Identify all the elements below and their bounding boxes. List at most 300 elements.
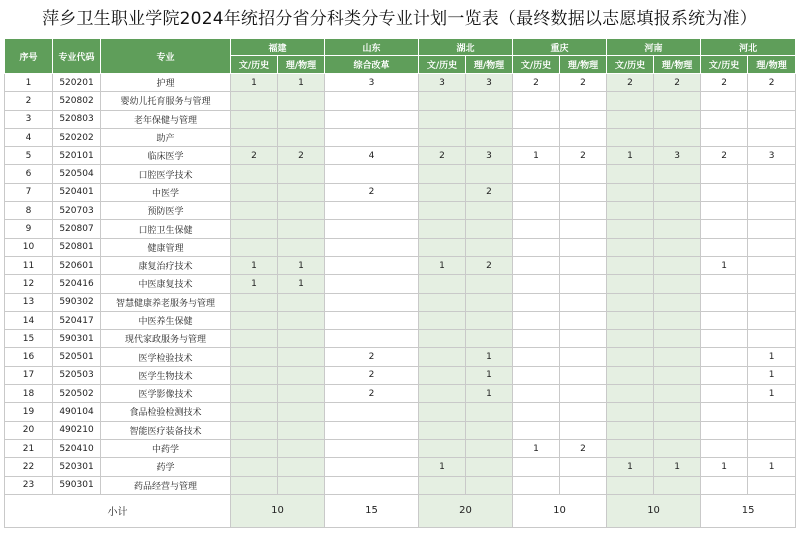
cell-hubei-wen <box>419 385 466 403</box>
cell-fujian-li <box>278 366 325 384</box>
cell-shandong-zonghe <box>325 476 419 494</box>
cell-chongqing-li <box>560 238 607 256</box>
cell-seq: 13 <box>5 293 53 311</box>
cell-hubei-li <box>466 165 513 183</box>
cell-hubei-wen <box>419 403 466 421</box>
cell-henan-wen <box>607 330 654 348</box>
cell-fujian-wen <box>231 439 278 457</box>
cell-henan-li <box>654 366 701 384</box>
cell-hebei-li <box>748 92 796 110</box>
cell-major: 中医养生保健 <box>101 311 231 329</box>
header-seq: 序号 <box>5 39 53 74</box>
cell-major: 临床医学 <box>101 147 231 165</box>
cell-major: 老年保健与管理 <box>101 110 231 128</box>
cell-seq: 19 <box>5 403 53 421</box>
cell-shandong-zonghe <box>325 92 419 110</box>
cell-shandong-zonghe: 3 <box>325 74 419 92</box>
cell-henan-wen <box>607 275 654 293</box>
cell-hebei-wen <box>701 92 748 110</box>
header-sub-li: 理/物理 <box>466 56 513 74</box>
cell-hebei-li <box>748 220 796 238</box>
cell-henan-wen <box>607 311 654 329</box>
cell-major: 口腔医学技术 <box>101 165 231 183</box>
cell-major: 护理 <box>101 74 231 92</box>
cell-seq: 12 <box>5 275 53 293</box>
cell-hubei-li <box>466 128 513 146</box>
cell-chongqing-li: 2 <box>560 147 607 165</box>
cell-hebei-wen <box>701 110 748 128</box>
table-row <box>5 476 796 494</box>
cell-seq: 16 <box>5 348 53 366</box>
cell-code: 520410 <box>53 439 101 457</box>
cell-hubei-wen: 1 <box>419 458 466 476</box>
cell-chongqing-li <box>560 220 607 238</box>
cell-henan-li <box>654 421 701 439</box>
cell-chongqing-wen <box>513 165 560 183</box>
cell-hebei-li: 1 <box>748 366 796 384</box>
cell-code: 520301 <box>53 458 101 476</box>
cell-code: 520416 <box>53 275 101 293</box>
cell-hebei-wen <box>701 421 748 439</box>
cell-henan-wen <box>607 293 654 311</box>
cell-seq: 18 <box>5 385 53 403</box>
cell-fujian-wen <box>231 238 278 256</box>
cell-code: 520501 <box>53 348 101 366</box>
header-sub-li: 理/物理 <box>278 56 325 74</box>
cell-chongqing-li <box>560 476 607 494</box>
cell-fujian-wen <box>231 458 278 476</box>
cell-hubei-wen <box>419 128 466 146</box>
header-sub-wen: 文/历史 <box>419 56 466 74</box>
cell-henan-li <box>654 311 701 329</box>
cell-code: 590302 <box>53 293 101 311</box>
cell-major: 预防医学 <box>101 202 231 220</box>
cell-major: 中医康复技术 <box>101 275 231 293</box>
cell-fujian-wen <box>231 330 278 348</box>
cell-chongqing-wen <box>513 128 560 146</box>
cell-fujian-li <box>278 439 325 457</box>
cell-chongqing-li: 2 <box>560 439 607 457</box>
cell-henan-wen <box>607 403 654 421</box>
cell-hebei-li <box>748 165 796 183</box>
header-sub-li: 理/物理 <box>654 56 701 74</box>
cell-fujian-li <box>278 348 325 366</box>
cell-henan-li <box>654 202 701 220</box>
table-row <box>5 128 796 146</box>
cell-chongqing-wen <box>513 220 560 238</box>
cell-fujian-wen: 1 <box>231 275 278 293</box>
cell-hubei-li <box>466 439 513 457</box>
cell-shandong-zonghe <box>325 439 419 457</box>
cell-hubei-li <box>466 220 513 238</box>
cell-hebei-wen <box>701 439 748 457</box>
cell-chongqing-li <box>560 165 607 183</box>
cell-major: 医学检验技术 <box>101 348 231 366</box>
cell-chongqing-wen <box>513 330 560 348</box>
cell-code: 590301 <box>53 476 101 494</box>
cell-henan-li: 2 <box>654 74 701 92</box>
table-row <box>5 165 796 183</box>
header-sub-zonghe: 综合改革 <box>325 56 419 74</box>
cell-fujian-li <box>278 165 325 183</box>
cell-fujian-wen <box>231 165 278 183</box>
cell-major: 康复治疗技术 <box>101 256 231 274</box>
cell-hebei-wen <box>701 183 748 201</box>
cell-fujian-li <box>278 311 325 329</box>
cell-seq: 3 <box>5 110 53 128</box>
cell-fujian-wen <box>231 110 278 128</box>
cell-hebei-li <box>748 293 796 311</box>
header-province-chongqing: 重庆 <box>513 39 607 56</box>
cell-hebei-wen <box>701 238 748 256</box>
table-row <box>5 183 796 201</box>
cell-henan-li <box>654 238 701 256</box>
cell-hubei-wen <box>419 238 466 256</box>
cell-fujian-li <box>278 110 325 128</box>
cell-hebei-wen <box>701 220 748 238</box>
cell-fujian-li <box>278 183 325 201</box>
cell-chongqing-li <box>560 403 607 421</box>
cell-shandong-zonghe <box>325 293 419 311</box>
cell-chongqing-li <box>560 385 607 403</box>
table-row <box>5 293 796 311</box>
cell-code: 520101 <box>53 147 101 165</box>
cell-shandong-zonghe <box>325 238 419 256</box>
cell-fujian-li <box>278 385 325 403</box>
cell-chongqing-wen <box>513 385 560 403</box>
cell-henan-li <box>654 256 701 274</box>
header-sub-li: 理/物理 <box>748 56 796 74</box>
cell-chongqing-wen <box>513 311 560 329</box>
cell-hubei-wen <box>419 311 466 329</box>
cell-seq: 6 <box>5 165 53 183</box>
cell-hubei-li <box>466 458 513 476</box>
cell-henan-wen: 2 <box>607 74 654 92</box>
cell-major: 婴幼儿托育服务与管理 <box>101 92 231 110</box>
cell-hebei-li <box>748 110 796 128</box>
cell-shandong-zonghe <box>325 165 419 183</box>
cell-fujian-wen <box>231 128 278 146</box>
cell-fujian-wen <box>231 220 278 238</box>
cell-code: 520502 <box>53 385 101 403</box>
cell-henan-wen <box>607 256 654 274</box>
cell-fujian-wen <box>231 421 278 439</box>
cell-henan-li <box>654 128 701 146</box>
cell-henan-li <box>654 293 701 311</box>
cell-chongqing-wen <box>513 348 560 366</box>
cell-hebei-li: 3 <box>748 147 796 165</box>
cell-shandong-zonghe <box>325 220 419 238</box>
subtotal-hubei: 20 <box>419 494 513 527</box>
cell-hubei-li <box>466 110 513 128</box>
cell-henan-li <box>654 385 701 403</box>
enrollment-plan-table <box>4 38 796 528</box>
cell-seq: 15 <box>5 330 53 348</box>
cell-hubei-li <box>466 238 513 256</box>
cell-chongqing-wen <box>513 110 560 128</box>
cell-fujian-wen <box>231 311 278 329</box>
cell-fujian-wen: 2 <box>231 147 278 165</box>
table-row <box>5 202 796 220</box>
cell-seq: 11 <box>5 256 53 274</box>
cell-code: 520803 <box>53 110 101 128</box>
cell-fujian-li: 1 <box>278 256 325 274</box>
cell-chongqing-wen <box>513 366 560 384</box>
cell-hebei-wen <box>701 311 748 329</box>
table-row <box>5 421 796 439</box>
cell-shandong-zonghe <box>325 110 419 128</box>
cell-code: 520601 <box>53 256 101 274</box>
cell-hebei-wen <box>701 165 748 183</box>
table-row <box>5 74 796 92</box>
subtotal-fujian: 10 <box>231 494 325 527</box>
table-row <box>5 275 796 293</box>
cell-fujian-li: 2 <box>278 147 325 165</box>
cell-fujian-wen: 1 <box>231 256 278 274</box>
cell-code: 490210 <box>53 421 101 439</box>
cell-hebei-wen: 1 <box>701 256 748 274</box>
cell-major: 智能医疗装备技术 <box>101 421 231 439</box>
cell-hubei-li: 1 <box>466 348 513 366</box>
table-row <box>5 92 796 110</box>
cell-chongqing-li <box>560 92 607 110</box>
cell-hubei-wen <box>419 348 466 366</box>
header-province-hebei: 河北 <box>701 39 796 56</box>
cell-shandong-zonghe <box>325 330 419 348</box>
cell-major: 中医学 <box>101 183 231 201</box>
cell-hebei-wen <box>701 275 748 293</box>
cell-hubei-wen <box>419 330 466 348</box>
cell-henan-wen <box>607 238 654 256</box>
header-row-provinces <box>5 39 796 56</box>
cell-fujian-wen <box>231 403 278 421</box>
cell-hubei-wen <box>419 165 466 183</box>
cell-hubei-li <box>466 92 513 110</box>
cell-hubei-li: 3 <box>466 74 513 92</box>
cell-henan-li <box>654 165 701 183</box>
cell-hebei-wen <box>701 202 748 220</box>
header-code: 专业代码 <box>53 39 101 74</box>
cell-hebei-wen <box>701 366 748 384</box>
cell-fujian-wen <box>231 348 278 366</box>
cell-fujian-li <box>278 403 325 421</box>
cell-fujian-wen <box>231 92 278 110</box>
cell-hebei-li <box>748 439 796 457</box>
cell-hubei-wen <box>419 421 466 439</box>
cell-shandong-zonghe: 2 <box>325 348 419 366</box>
table-row <box>5 330 796 348</box>
cell-henan-wen <box>607 439 654 457</box>
cell-hebei-wen: 1 <box>701 458 748 476</box>
cell-chongqing-li <box>560 183 607 201</box>
cell-henan-li <box>654 110 701 128</box>
cell-fujian-li <box>278 128 325 146</box>
cell-henan-wen <box>607 421 654 439</box>
cell-fujian-wen <box>231 476 278 494</box>
cell-major: 医学生物技术 <box>101 366 231 384</box>
cell-fujian-li <box>278 330 325 348</box>
cell-major: 智慧健康养老服务与管理 <box>101 293 231 311</box>
cell-seq: 4 <box>5 128 53 146</box>
cell-henan-li <box>654 439 701 457</box>
cell-henan-wen: 1 <box>607 147 654 165</box>
cell-shandong-zonghe: 2 <box>325 183 419 201</box>
cell-chongqing-li <box>560 348 607 366</box>
cell-fujian-li: 1 <box>278 275 325 293</box>
cell-hubei-li: 1 <box>466 385 513 403</box>
cell-hubei-wen: 1 <box>419 256 466 274</box>
cell-henan-wen: 1 <box>607 458 654 476</box>
cell-shandong-zonghe <box>325 403 419 421</box>
cell-major: 中药学 <box>101 439 231 457</box>
cell-henan-li <box>654 275 701 293</box>
cell-henan-wen <box>607 385 654 403</box>
header-province-fujian: 福建 <box>231 39 325 56</box>
cell-hubei-li <box>466 311 513 329</box>
cell-fujian-wen <box>231 183 278 201</box>
cell-fujian-li <box>278 476 325 494</box>
cell-chongqing-wen: 1 <box>513 439 560 457</box>
cell-hubei-wen: 3 <box>419 74 466 92</box>
cell-fujian-li <box>278 238 325 256</box>
cell-hubei-wen <box>419 476 466 494</box>
cell-code: 490104 <box>53 403 101 421</box>
cell-henan-li <box>654 330 701 348</box>
cell-fujian-li <box>278 220 325 238</box>
cell-hubei-wen <box>419 183 466 201</box>
cell-chongqing-wen <box>513 202 560 220</box>
cell-hebei-wen <box>701 330 748 348</box>
header-sub-wen: 文/历史 <box>513 56 560 74</box>
cell-shandong-zonghe <box>325 275 419 293</box>
cell-chongqing-li <box>560 293 607 311</box>
cell-henan-li <box>654 403 701 421</box>
table-row <box>5 110 796 128</box>
header-major: 专业 <box>101 39 231 74</box>
cell-fujian-wen <box>231 293 278 311</box>
cell-hubei-li <box>466 275 513 293</box>
cell-henan-wen <box>607 92 654 110</box>
cell-fujian-wen <box>231 366 278 384</box>
header-sub-li: 理/物理 <box>560 56 607 74</box>
cell-major: 口腔卫生保健 <box>101 220 231 238</box>
cell-chongqing-li <box>560 275 607 293</box>
cell-code: 520503 <box>53 366 101 384</box>
cell-chongqing-wen: 1 <box>513 147 560 165</box>
cell-seq: 17 <box>5 366 53 384</box>
cell-hebei-li <box>748 275 796 293</box>
table-row <box>5 220 796 238</box>
cell-chongqing-wen <box>513 92 560 110</box>
cell-hubei-li <box>466 421 513 439</box>
cell-major: 现代家政服务与管理 <box>101 330 231 348</box>
cell-major: 药品经营与管理 <box>101 476 231 494</box>
cell-shandong-zonghe: 2 <box>325 385 419 403</box>
cell-seq: 5 <box>5 147 53 165</box>
cell-henan-li: 1 <box>654 458 701 476</box>
cell-hebei-li <box>748 202 796 220</box>
cell-hubei-li: 2 <box>466 256 513 274</box>
cell-chongqing-wen <box>513 183 560 201</box>
cell-hebei-li: 1 <box>748 458 796 476</box>
cell-hebei-wen: 2 <box>701 74 748 92</box>
table-row <box>5 458 796 476</box>
subtotal-shandong: 15 <box>325 494 419 527</box>
cell-hubei-wen <box>419 275 466 293</box>
header-province-hubei: 湖北 <box>419 39 513 56</box>
cell-hubei-li <box>466 293 513 311</box>
cell-fujian-li <box>278 293 325 311</box>
table-row <box>5 348 796 366</box>
cell-shandong-zonghe <box>325 311 419 329</box>
cell-hebei-wen <box>701 476 748 494</box>
table-row <box>5 147 796 165</box>
cell-hubei-wen <box>419 293 466 311</box>
cell-henan-li <box>654 220 701 238</box>
cell-fujian-li <box>278 421 325 439</box>
cell-seq: 8 <box>5 202 53 220</box>
cell-shandong-zonghe <box>325 128 419 146</box>
cell-code: 520401 <box>53 183 101 201</box>
cell-hubei-li: 1 <box>466 366 513 384</box>
cell-chongqing-wen <box>513 476 560 494</box>
cell-hebei-wen <box>701 128 748 146</box>
cell-hebei-li <box>748 421 796 439</box>
cell-major: 医学影像技术 <box>101 385 231 403</box>
cell-code: 520202 <box>53 128 101 146</box>
cell-hebei-li: 1 <box>748 385 796 403</box>
cell-hebei-wen <box>701 293 748 311</box>
cell-hubei-wen <box>419 439 466 457</box>
cell-seq: 23 <box>5 476 53 494</box>
cell-hubei-li: 2 <box>466 183 513 201</box>
cell-seq: 22 <box>5 458 53 476</box>
cell-chongqing-li <box>560 366 607 384</box>
cell-major: 健康管理 <box>101 238 231 256</box>
cell-hubei-wen <box>419 92 466 110</box>
cell-hebei-li: 2 <box>748 74 796 92</box>
cell-hebei-li: 1 <box>748 348 796 366</box>
cell-chongqing-wen <box>513 293 560 311</box>
cell-henan-wen <box>607 366 654 384</box>
cell-hubei-wen <box>419 220 466 238</box>
cell-hubei-li <box>466 202 513 220</box>
cell-hebei-li <box>748 128 796 146</box>
cell-seq: 7 <box>5 183 53 201</box>
subtotal-henan: 10 <box>607 494 701 527</box>
table-row <box>5 238 796 256</box>
cell-chongqing-li <box>560 128 607 146</box>
cell-henan-li <box>654 348 701 366</box>
cell-shandong-zonghe: 4 <box>325 147 419 165</box>
cell-hebei-wen <box>701 403 748 421</box>
cell-hubei-li <box>466 330 513 348</box>
header-province-shandong: 山东 <box>325 39 419 56</box>
cell-code: 520802 <box>53 92 101 110</box>
cell-chongqing-wen <box>513 421 560 439</box>
subtotal-row <box>5 494 796 527</box>
cell-chongqing-wen: 2 <box>513 74 560 92</box>
cell-major: 药学 <box>101 458 231 476</box>
cell-code: 520703 <box>53 202 101 220</box>
cell-hebei-wen: 2 <box>701 147 748 165</box>
cell-major: 食品检验检测技术 <box>101 403 231 421</box>
cell-hubei-li <box>466 476 513 494</box>
cell-chongqing-li <box>560 256 607 274</box>
cell-hebei-li <box>748 183 796 201</box>
cell-seq: 21 <box>5 439 53 457</box>
cell-hubei-wen <box>419 202 466 220</box>
